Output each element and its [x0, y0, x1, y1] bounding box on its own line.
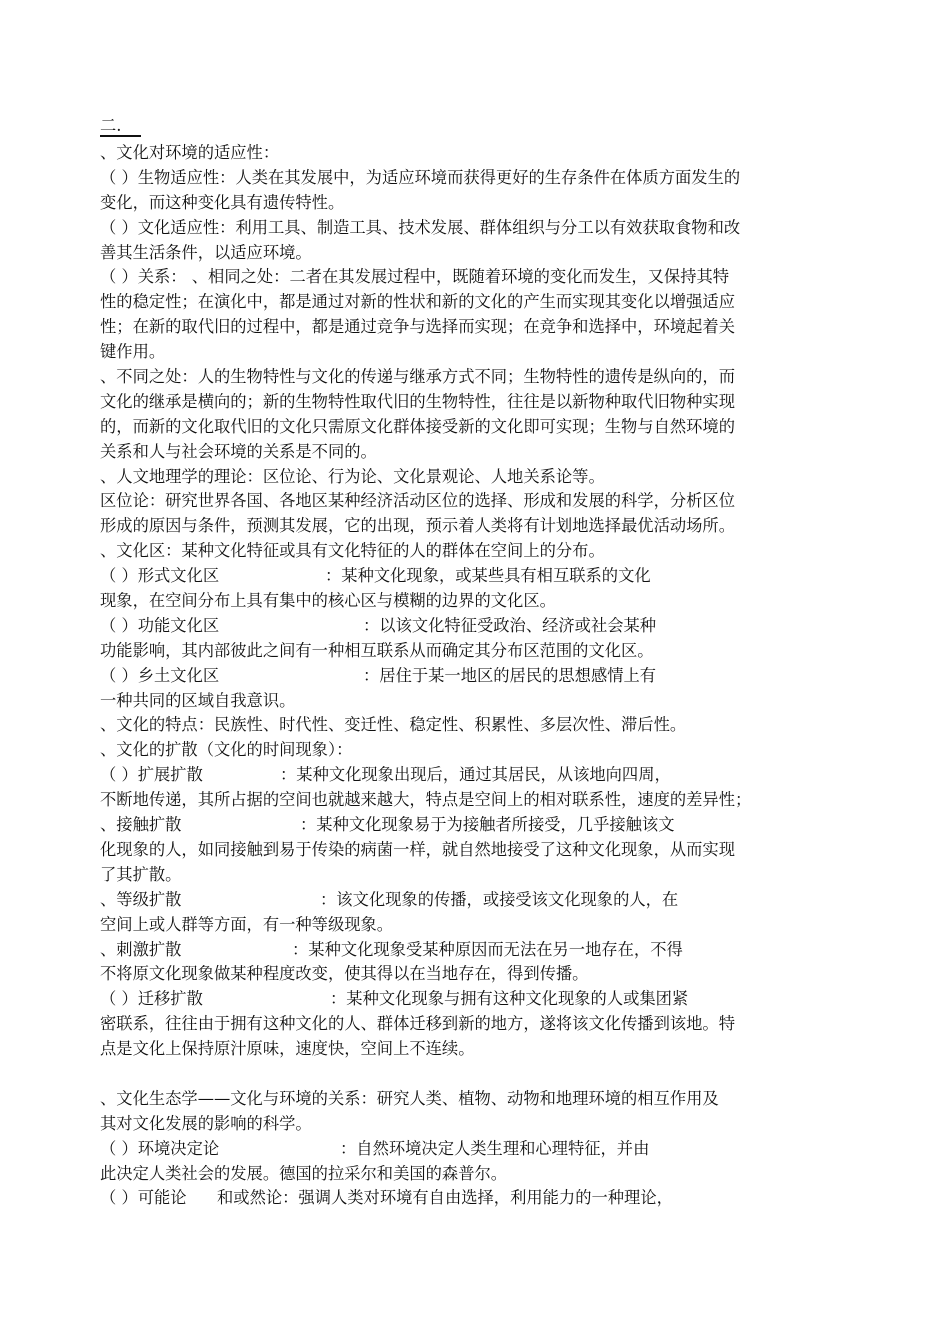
diffusion-title: 、文化的扩散（文化的时间现象）： [100, 740, 353, 760]
text-line: 一种共同的区域自我意识。 [100, 690, 296, 710]
diffusion-item-text: ：某种文化现象受某种原因而无法在另一地存在，不得 [292, 939, 683, 959]
diffusion-item [100, 987, 852, 1012]
text-line: 区位论：研究世界各国、各地区某种经济活动区位的选择、形成和发展的科学，分析区位 [100, 491, 735, 511]
theory-item-label: （ ）环境决定论 [100, 1138, 220, 1158]
text-line: 文化的继承是横向的；新的生物特性取代旧的生物特性，往往是以新物种取代旧物种实现 [100, 391, 735, 411]
culture-region-item-text: ：居住于某一地区的居民的思想感情上有 [363, 665, 657, 685]
culture-region-item [100, 664, 852, 689]
text-line: 功能影响，其内部彼此之间有一种相互联系从而确定其分布区范围的文化区。 [100, 640, 654, 660]
text-line: 性的稳定性；在演化中，都是通过对新的性状和新的文化的产生而实现其变化以增强适应 [100, 292, 735, 312]
text-line: 点是文化上保持原汁原味，速度快，空间上不连续。 [100, 1039, 475, 1059]
diffusion-block [100, 763, 852, 1062]
text-line: 化现象的人，如同接触到易于传染的病菌一样，就自然地接受了这种文化现象，从而实现 [100, 839, 735, 859]
diffusion-item-label: 、接触扩散 [100, 815, 182, 835]
text-line: 此决定人类社会的发展。德国的拉采尔和美国的森普尔。 [100, 1163, 508, 1183]
features-line: 、文化的特点：民族性、时代性、变迁性、稳定性、积累性、多层次性、滞后性。 [100, 715, 687, 735]
theory-item-text: ：自然环境决定人类生理和心理特征，并由 [340, 1138, 650, 1158]
text-line: 不断地传递，其所占据的空间也就越来越大，特点是空间上的相对联系性，速度的差异性； [100, 790, 752, 810]
text-line: 、文化区：某种文化特征或具有文化特征的人的群体在空间上的分布。 [100, 541, 605, 561]
culture-region-item-text: ：某种文化现象，或某些具有相互联系的文化 [325, 566, 651, 586]
theory-item-text: 和或然论：强调人类对环境有自由选择，利用能力的一种理论， [217, 1188, 673, 1208]
text-line: 现象，在空间分布上具有集中的核心区与模糊的边界的文化区。 [100, 591, 556, 611]
diffusion-item [100, 813, 852, 838]
culture-region-item [100, 614, 852, 639]
diffusion-item [100, 888, 852, 913]
ecology-block [100, 1087, 852, 1137]
text-line: 了其扩散。 [100, 864, 182, 884]
text-line: 性；在新的取代旧的过程中，都是通过竞争与选择而实现；在竞争和选择中，环境起着关 [100, 317, 735, 337]
text-line: 不将原文化现象做某种程度改变，使其得以在当地存在，得到传播。 [100, 964, 589, 984]
text-line: （ ）关系： 、相同之处：二者在其发展过程中，既随着环境的变化而发生，又保持其特 [100, 267, 730, 287]
intro-block [100, 141, 852, 564]
text-line: 键作用。 [100, 342, 166, 362]
theory-item [100, 1186, 852, 1211]
document-page [100, 114, 852, 1211]
diffusion-item-text: ：某种文化现象易于为接触者所接受，几乎接触该文 [300, 815, 675, 835]
culture-region-item-label: （ ）形式文化区 [100, 566, 220, 586]
text-line: （ ）文化适应性：利用工具、制造工具、技术发展、群体组织与分工以有效获取食物和改 [100, 217, 741, 237]
diffusion-item-label: （ ）迁移扩散 [100, 989, 203, 1009]
text-line: 关系和人与社会环境的关系是不同的。 [100, 441, 377, 461]
section-heading: 二. [100, 117, 141, 137]
text-line: 善其生活条件，以适应环境。 [100, 242, 312, 262]
text-line: 的，而新的文化取代旧的文化只需原文化群体接受新的文化即可实现；生物与自然环境的 [100, 416, 735, 436]
text-line: 、不同之处：人的生物特性与文化的传递与继承方式不同；生物特性的遗传是纵向的，而 [100, 367, 735, 387]
culture-region-item-label: （ ）功能文化区 [100, 615, 220, 635]
diffusion-item-label: 、等级扩散 [100, 889, 182, 909]
text-line: 、人文地理学的理论：区位论、行为论、文化景观论、人地关系论等。 [100, 466, 605, 486]
diffusion-item-text: ：某种文化现象与拥有这种文化现象的人或集团紧 [330, 989, 689, 1009]
diffusion-item-text: ：某种文化现象出现后，通过其居民，从该地向四周， [280, 765, 671, 785]
culture-region-item-label: （ ）乡土文化区 [100, 665, 220, 685]
text-line: 密联系，往往由于拥有这种文化的人、群体迁移到新的地方，遂将该文化传播到该地。特 [100, 1014, 735, 1034]
theory-item-label: （ ）可能论 [100, 1188, 187, 1208]
paragraph-gap [100, 1062, 852, 1087]
culture-region-item-text: ：以该文化特征受政治、经济或社会某种 [363, 615, 657, 635]
text-line: （ ）生物适应性：人类在其发展中，为适应环境而获得更好的生存条件在体质方面发生的 [100, 167, 741, 187]
theories-block [100, 1137, 852, 1212]
text-line: 空间上或人群等方面，有一种等级现象。 [100, 914, 394, 934]
text-line: 变化，而这种变化具有遗传特性。 [100, 192, 345, 212]
text-line: 形成的原因与条件，预测其发展，它的出现，预示着人类将有计划地选择最优活动场所。 [100, 516, 735, 536]
culture-region-item [100, 564, 852, 589]
text-line: 、文化生态学——文化与环境的关系：研究人类、植物、动物和地理环境的相互作用及 [100, 1088, 719, 1108]
diffusion-item [100, 938, 852, 963]
diffusion-item-label: 、刺激扩散 [100, 939, 182, 959]
diffusion-item-label: （ ）扩展扩散 [100, 765, 203, 785]
theory-item [100, 1137, 852, 1162]
diffusion-item [100, 763, 852, 788]
diffusion-item-text: ：该文化现象的传播，或接受该文化现象的人，在 [320, 889, 679, 909]
text-line: 、文化对环境的适应性： [100, 143, 280, 162]
text-line: 其对文化发展的影响的科学。 [100, 1113, 312, 1133]
culture-regions-block [100, 564, 852, 713]
